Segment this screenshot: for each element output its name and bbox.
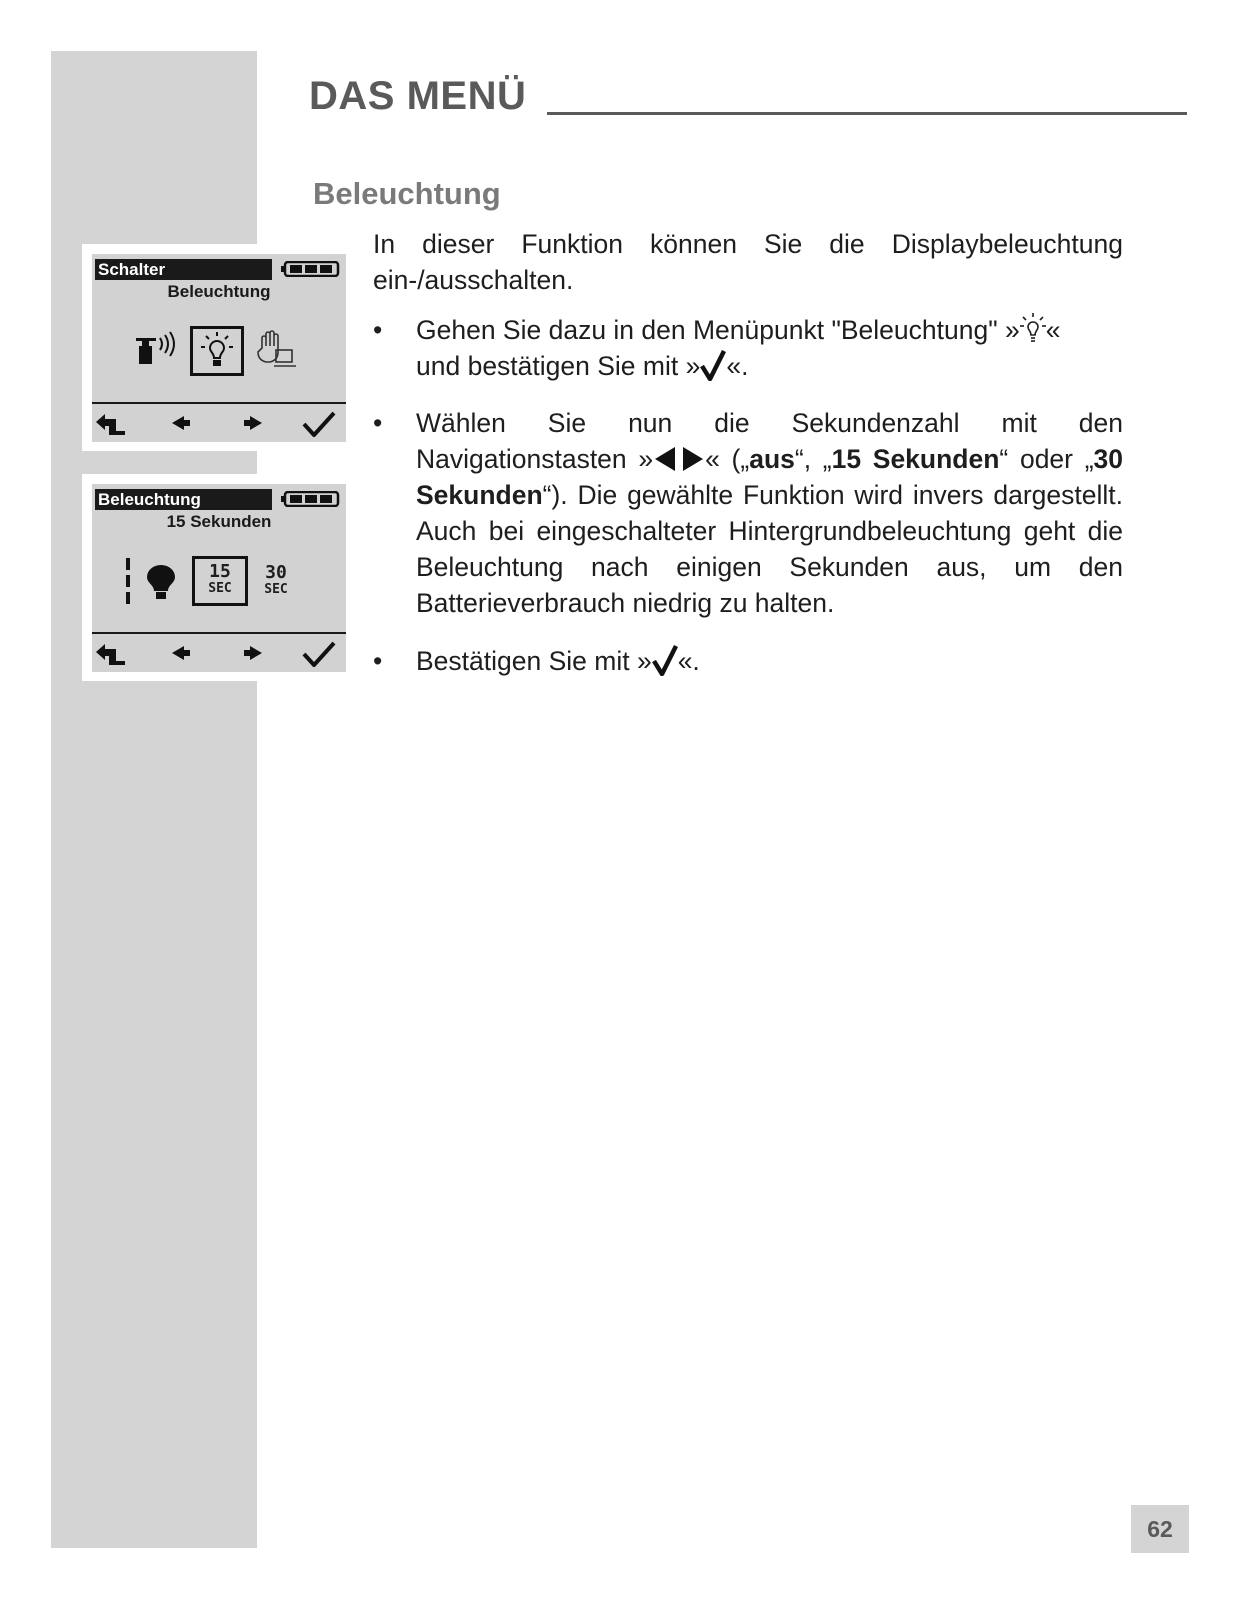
lcd-screen <box>92 484 346 672</box>
check-icon[interactable] <box>302 410 336 438</box>
option-15-unit: SEC <box>208 581 232 596</box>
lcd-header: Schalter <box>95 259 272 280</box>
bullet2-text-a: Wählen Sie nun die Sekundenzahl mit den Navigationstasten » <box>416 408 1123 474</box>
softkey-divider <box>92 402 346 404</box>
check-icon <box>700 349 726 381</box>
title-rule <box>547 112 1187 115</box>
lcd-screen <box>92 254 346 442</box>
check-icon[interactable] <box>302 640 336 668</box>
lightbulb-off-icon <box>144 564 178 600</box>
bullet1-line1-end: « <box>1045 315 1061 345</box>
signal-icon <box>136 330 178 368</box>
right-arrow-icon[interactable] <box>244 416 262 430</box>
display-screenshot-2 <box>82 474 352 681</box>
bullet-item-2 <box>373 405 1123 621</box>
bullet2-text-b: « („ <box>705 444 750 474</box>
nav-arrows-icon <box>653 444 705 474</box>
bullet2-text-c: “, „ <box>794 444 832 474</box>
display-screenshot-1 <box>82 244 352 451</box>
option-15-sekunden: 15 Sekunden <box>831 444 1000 474</box>
page-number: 62 <box>1131 1505 1189 1553</box>
bullet-item-3 <box>373 643 1123 679</box>
option-30-unit: SEC <box>264 582 288 597</box>
bullet3-text-end: «. <box>677 646 700 676</box>
bullet2-text-e: “). Die gewählte Funktion wird invers dargestellt. Auch bei eingeschalteter Hintergrundbeleuchtung geht die Beleuchtung nach einigen Sekunden aus, um den Batterieverbrauch niedrig zu halten. <box>416 480 1123 618</box>
left-arrow-icon[interactable] <box>172 416 190 430</box>
option-30-sec[interactable] <box>254 564 298 597</box>
bullet1-line2-end: «. <box>726 351 749 381</box>
bullet-dot: • <box>373 408 383 438</box>
lightbulb-icon <box>1020 313 1046 345</box>
check-icon <box>652 644 678 676</box>
right-arrow-icon[interactable] <box>244 646 262 660</box>
hand-icon <box>256 328 300 370</box>
bullet1-line2: und bestätigen Sie mit » <box>416 351 701 381</box>
lcd-subtitle: 15 Sekunden <box>166 512 272 531</box>
softkey-bar <box>92 636 346 672</box>
intro-text: In dieser Funktion können Sie die Displaybeleuchtung ein-/ausschalten. <box>373 229 1123 295</box>
bullet2-text-d: “ oder „ <box>999 444 1094 474</box>
left-arrow-icon[interactable] <box>172 646 190 660</box>
battery-icon <box>280 261 340 277</box>
option-aus: aus <box>749 444 795 474</box>
bullet-dot: • <box>373 646 383 676</box>
option-15-value: 15 <box>209 561 231 582</box>
bullet3-text: Bestätigen Sie mit » <box>416 646 652 676</box>
lcd-subtitle: Beleuchtung <box>167 282 271 301</box>
back-icon[interactable] <box>94 412 126 438</box>
softkey-divider <box>92 632 346 634</box>
battery-icon <box>280 491 340 507</box>
option-15-sec[interactable] <box>192 556 248 606</box>
softkey-bar <box>92 406 346 442</box>
page-header <box>309 74 1189 124</box>
option-30-sekunden: 30 Sekunden <box>416 444 1124 510</box>
bullet-item-1 <box>373 312 1123 384</box>
back-icon[interactable] <box>94 642 126 668</box>
lcd-header: Beleuchtung <box>95 489 272 510</box>
scroll-indicator-icon <box>125 558 131 604</box>
section-title: Beleuchtung <box>313 176 501 211</box>
page-title: DAS MENÜ <box>309 74 527 118</box>
bullet1-line1: Gehen Sie dazu in den Menüpunkt "Beleuchtung" » <box>416 315 1020 345</box>
lightbulb-icon[interactable] <box>190 326 244 376</box>
option-30-value: 30 <box>265 562 287 583</box>
bullet-dot: • <box>373 315 383 345</box>
